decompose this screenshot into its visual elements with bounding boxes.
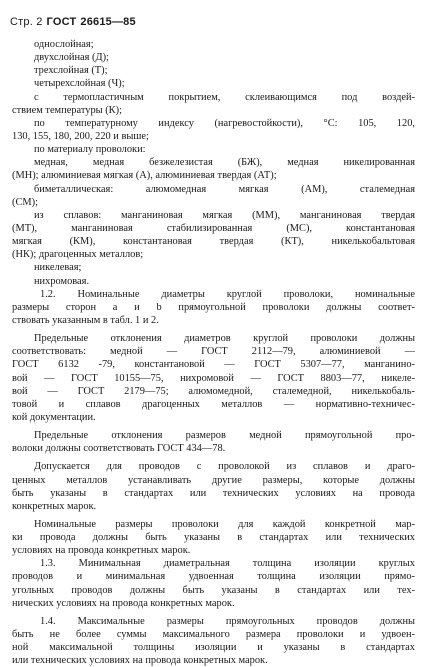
text-line: Предельные отклонения диаметров круглой проволоки должны (34, 333, 415, 345)
text-line: размеры сторон a и b прямоугольной проволоки должны соответ- (12, 301, 415, 313)
text-line: ГОСТ 6132 -79, константановой — ГОСТ 5307—77, манганино- (12, 359, 415, 371)
document-body (12, 38, 415, 667)
text-line: 1.2. Номинальные диаметры круглой проволоки, номинальные (40, 288, 415, 300)
text-line: ценных металлов устанавливать другие размеры, которые должны (12, 474, 415, 486)
text-line: Номинальные размеры проволоки для каждой конкретной мар- (34, 518, 415, 530)
text-line: ствием температуры (К); (12, 104, 122, 116)
text-line: нихромовая. (34, 275, 90, 287)
text-line: быть указаны в стандартах или технических условиях на провода (12, 487, 415, 499)
text-line: медная, медная безжелезистая (БЖ), медная никелированная (34, 157, 415, 169)
text-line: (МТ), манганиновая стабилизированная (МС), константановая (12, 222, 415, 234)
text-line: 1.4. Максимальные размеры прямоугольных проводов должны (40, 615, 415, 627)
text-line: 1.3. Минимальная диаметральная толщина изоляции круглых (40, 558, 415, 570)
text-line: волоки должны соответствовать ГОСТ 434—78. (12, 443, 226, 455)
text-line: мягкая (КМ), константановая твердая (КТ), никелькобальтовая (12, 236, 415, 248)
text-line: (НК); драгоценных металлов; (12, 249, 144, 261)
text-line: трехслойная (Т); (34, 65, 108, 77)
text-line: 130, 155, 180, 200, 220 и выше; (12, 130, 149, 142)
text-line: из сплавов: манганиновая мягкая (ММ), манганиновая твердая (34, 209, 415, 221)
page-header (10, 16, 136, 28)
text-line: товой и сплавов драгоценных металлов — нормативно-техничес- (12, 398, 415, 410)
text-line: двухслойная (Д); (34, 52, 109, 64)
standard-number: 26615—85 (80, 16, 136, 28)
text-line: вой — ГОСТ 2179—75; алюмомедной, сталемедной, никелькобаль- (12, 385, 415, 397)
text-line: никелевая; (34, 262, 82, 274)
text-line: биметаллическая: алюмомедная мягкая (АМ), сталемедная (34, 183, 415, 195)
text-line: конкретных марок. (12, 500, 97, 512)
text-line: соответствовать: медной — ГОСТ 2112—79, алюминиевой — (12, 346, 415, 358)
text-line: четырехслойная (Ч); (34, 78, 125, 90)
text-line: с термопластичным покрытием, склеивающимся под воздей- (34, 91, 415, 103)
text-line: ки провода должны быть указаны в стандартах или технических (12, 532, 415, 544)
standard-label: ГОСТ (46, 16, 77, 28)
text-line: (МН); алюминиевая мягкая (А), алюминиевая твердая (АТ); (12, 170, 277, 182)
text-line: угольных проводов должны быть указаны в стандартах или тех- (12, 584, 415, 596)
text-line: быть не более суммы максимального размера проволоки и удвоен- (12, 629, 415, 641)
text-line: кой документации. (12, 411, 96, 423)
text-line: Предельные отклонения размеров медной прямоугольной про- (34, 430, 415, 442)
text-line: Допускается для проводов с проволокой из сплавов и драго- (34, 461, 415, 473)
text-line: по материалу проволоки: (34, 144, 146, 156)
text-line: ной максимальной толщины изоляции и указаны в стандартах (12, 642, 415, 654)
text-line: по температурному индексу (нагревостойкости), °С: 105, 120, (34, 117, 415, 129)
text-line: или технических условиях на провода конкретных марок. (12, 655, 268, 667)
text-line: (СМ); (12, 196, 38, 208)
text-line: ствовать указанным в табл. 1 и 2. (12, 314, 159, 326)
text-line: нических условиях на провода конкретных марок. (12, 597, 235, 609)
page-number: Стр. 2 (10, 16, 43, 28)
text-line: вой — ГОСТ 10155—75, нихромовой — ГОСТ 8803—77, никеле- (12, 372, 415, 384)
text-line: однослойная; (34, 39, 94, 50)
text-line: проводов и минимальная удвоенная толщина изоляции прямо- (12, 571, 415, 583)
text-line: условиях на провода конкретных марок. (12, 545, 191, 557)
